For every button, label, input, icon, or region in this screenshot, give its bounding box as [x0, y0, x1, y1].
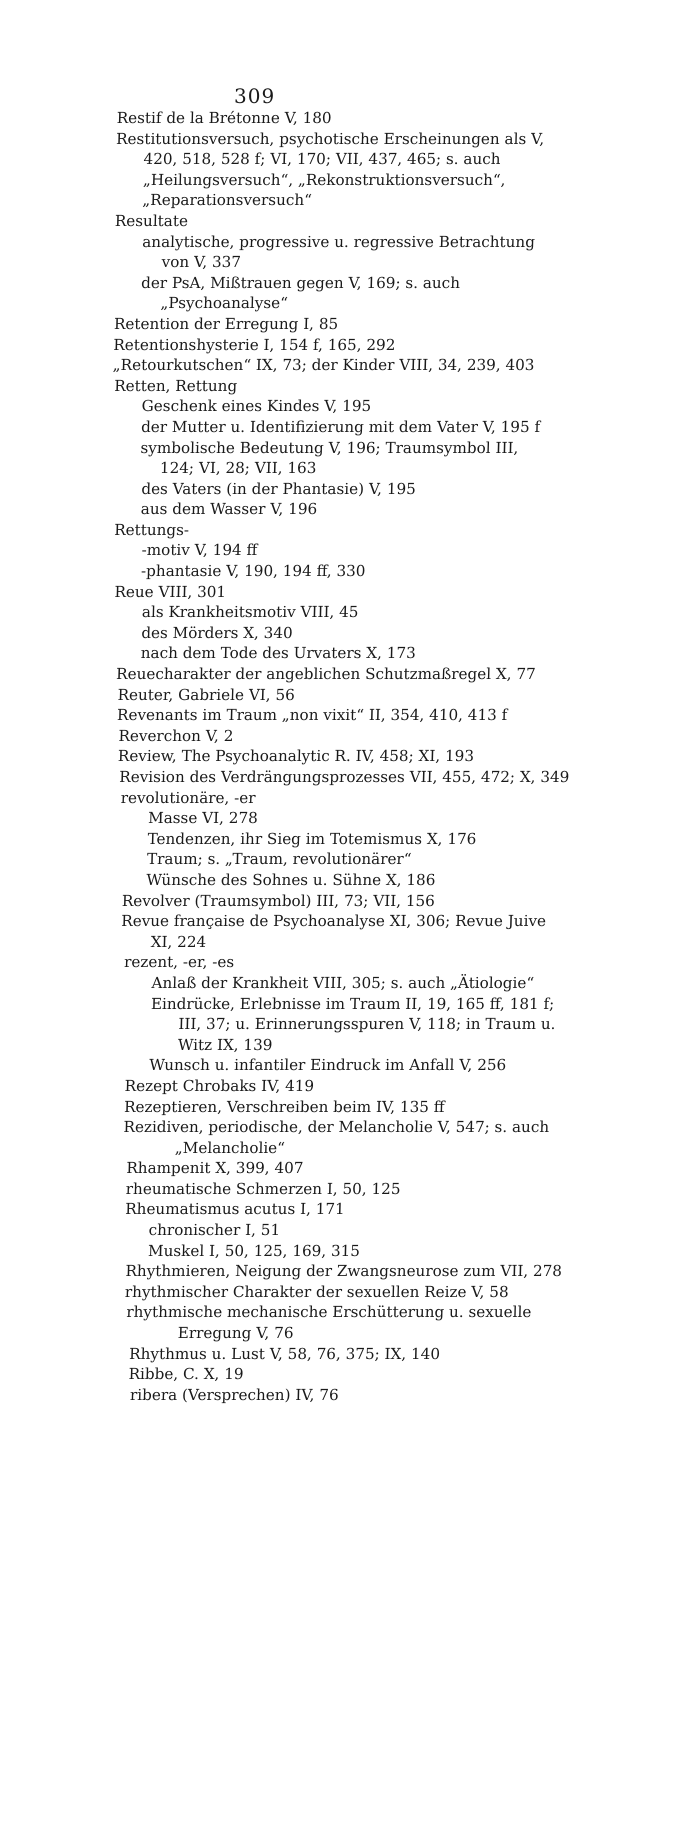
entry-text: Eindrücke, Erlebnisse im Traum II, 19, 165 ff, 181 f; III, 37; u. Erinnerungsspuren V, 118; in Traum u. Witz IX, 139 [150, 994, 556, 1054]
entry-text: symbolische Bedeutung V, 196; Traumsymbol III, 124; VI, 28; VII, 163 [140, 438, 519, 478]
index-entry [141, 561, 562, 582]
entry-text: Ribbe, C. X, 19 [128, 1365, 244, 1384]
index-entries [0, 108, 697, 1405]
entry-text: rhythmischer Charakter der sexuellen Reize V, 58 [124, 1282, 509, 1301]
entry-text: Revision des Verdrängungsprozesses VII, 455, 472; X, 349 [119, 768, 570, 786]
index-entry [114, 376, 555, 397]
index-entry [141, 396, 562, 417]
entry-text: Retention der Erregung I, 85 [113, 314, 339, 333]
index-entry [115, 211, 556, 232]
entry-text: Rhythmieren, Neigung der Zwangsneurose zum VII, 278 [125, 1262, 563, 1281]
index-entry [118, 726, 559, 747]
index-entry [126, 1158, 567, 1179]
entry-text: Rezidiven, periodische, der Melancholie V, 547; s. auch „Melancholie“ [123, 1118, 550, 1157]
index-entry [148, 1220, 569, 1241]
index-entry [114, 582, 555, 603]
entry-text: Traum; s. „Traum, revolutionärer“ [146, 850, 412, 869]
index-entry [125, 1261, 564, 1282]
entry-text: Revue française de Psychoanalyse XI, 306; Revue Juive XI, 224 [121, 912, 547, 951]
index-entry [124, 1097, 565, 1118]
index-entry [119, 767, 570, 788]
entry-text: Geschenk eines Kindes V, 195 [141, 397, 372, 416]
index-entry [141, 540, 562, 561]
index-entry [141, 232, 558, 273]
entry-text: ribera (Versprechen) IV, 76 [129, 1385, 339, 1404]
entry-text: chronischer I, 51 [148, 1221, 281, 1240]
index-entry [140, 499, 561, 520]
entry-text: Wünsche des Sohnes u. Sühne X, 186 [146, 870, 436, 889]
entry-text: Restif de la Brétonne V, 180 [116, 109, 332, 127]
entry-text: -phantasie V, 190, 194 ff, 330 [140, 562, 366, 581]
index-entry [116, 108, 557, 129]
entry-text: der Mutter u. Identifizierung mit dem Vater V, 195 f [140, 417, 541, 436]
entry-text: Anlaß der Krankheit VIII, 305; s. auch „Ätiologie“ [151, 973, 535, 992]
entry-text: -motiv V, 194 ff [141, 541, 258, 560]
index-entry [147, 849, 568, 870]
entry-text: Rezeptieren, Verschreiben beim IV, 135 ff [123, 1097, 445, 1116]
index-entry [142, 602, 563, 623]
index-entry [141, 623, 562, 644]
index-entry [120, 788, 561, 809]
entry-text: Rettungs- [113, 520, 190, 539]
index-entry [126, 1179, 567, 1200]
entry-text: analytische, progressive u. regressive Betrachtung von V, 337 [142, 232, 536, 272]
entry-text: Rhythmus u. Lust V, 58, 76, 375; IX, 140 [128, 1344, 441, 1363]
entry-text: Rhampenit X, 399, 407 [126, 1159, 304, 1178]
entry-text: der PsA, Mißtrauen gegen V, 169; s. auch „Psychoanalyse“ [140, 273, 461, 313]
index-entry [141, 417, 554, 438]
entry-text: nach dem Tode des Urvaters X, 173 [140, 644, 417, 663]
index-entry [125, 1199, 566, 1220]
entry-text: Tendenzen, ihr Sieg im Totemismus X, 176 [147, 829, 477, 848]
entry-text: rheumatische Schmerzen I, 50, 125 [125, 1179, 401, 1198]
index-entry [148, 808, 569, 829]
index-entry [117, 705, 568, 726]
entry-text: Rheumatismus acutus I, 171 [124, 1200, 345, 1219]
entry-text: Muskel I, 50, 125, 169, 315 [147, 1241, 361, 1260]
index-entry [147, 829, 568, 850]
entry-text: Reverchon V, 2 [118, 726, 234, 745]
entry-text: Masse VI, 278 [147, 809, 259, 828]
entry-text: Wunsch u. infantiler Eindruck im Anfall V, 256 [149, 1056, 507, 1075]
entry-text: Rezept Chrobaks IV, 419 [124, 1076, 315, 1095]
index-entry [130, 1385, 571, 1406]
index-entry [116, 664, 587, 685]
index-entry [113, 355, 562, 376]
entry-text: revolutionäre, -er [120, 788, 256, 807]
entry-text: Retentionshysterie I, 154 f, 165, 292 [113, 335, 396, 354]
index-entry [117, 685, 558, 706]
index-entry [124, 1076, 565, 1097]
index-entry [149, 1055, 558, 1076]
index-entry [151, 973, 546, 994]
index-entry [146, 870, 567, 891]
index-entry [125, 1282, 574, 1303]
entry-text: aus dem Wasser V, 196 [140, 500, 318, 519]
index-entry [140, 643, 561, 664]
index-entry [150, 994, 558, 1056]
index-entry [114, 520, 555, 541]
index-entry [113, 335, 554, 356]
index-entry [141, 479, 562, 500]
entry-text: Reue VIII, 301 [114, 582, 227, 601]
entry-text: rezent, -er, -es [123, 953, 235, 972]
entry-text: des Vaters (in der Phantasie) V, 195 [141, 479, 417, 498]
index-entry [140, 273, 561, 314]
index-entry [148, 1241, 569, 1262]
index-entry [124, 952, 565, 973]
entry-text: Reuecharakter der angeblichen Schutzmaßregel X, 77 [115, 665, 536, 684]
index-entry [123, 1117, 576, 1158]
entry-text: des Mörders X, 340 [141, 623, 293, 642]
entry-text: als Krankheitsmotiv VIII, 45 [141, 603, 359, 622]
entry-text: Retten, Rettung [113, 376, 238, 395]
entry-text: Reuter, Gabriele VI, 56 [117, 685, 296, 704]
index-entry [118, 746, 563, 767]
index-entry [114, 129, 564, 211]
entry-text: Review, The Psychoanalytic R. IV, 458; XI, 193 [117, 747, 475, 766]
index-entry [140, 438, 553, 479]
index-entry [128, 1364, 569, 1385]
index-entry [129, 1344, 570, 1365]
entry-text: Resultate [114, 211, 189, 230]
entry-text: „Retourkutschen“ IX, 73; der Kinder VIII, 34, 239, 403 [112, 356, 535, 375]
entry-text: Revenants im Traum „non vixit“ II, 354, 410, 413 f [116, 706, 508, 725]
entry-text: rhythmische mechanische Erschütterung u. sexuelle Erregung V, 76 [126, 1303, 532, 1343]
entry-text: Restitutionsversuch, psychotische Erscheinungen als V, 420, 518, 528 f; VI, 170; VII, 437, 465; s. auch „Heilungsversuch“, „Rekonstruktionsversuch“, „Reparationsversuch“ [115, 129, 545, 210]
index-entry [120, 911, 553, 952]
entry-text: Revolver (Traumsymbol) III, 73; VII, 156 [121, 891, 436, 910]
index-entry [122, 891, 563, 912]
index-entry [114, 314, 555, 335]
page-number: 309 [234, 84, 276, 108]
index-entry [125, 1302, 574, 1343]
